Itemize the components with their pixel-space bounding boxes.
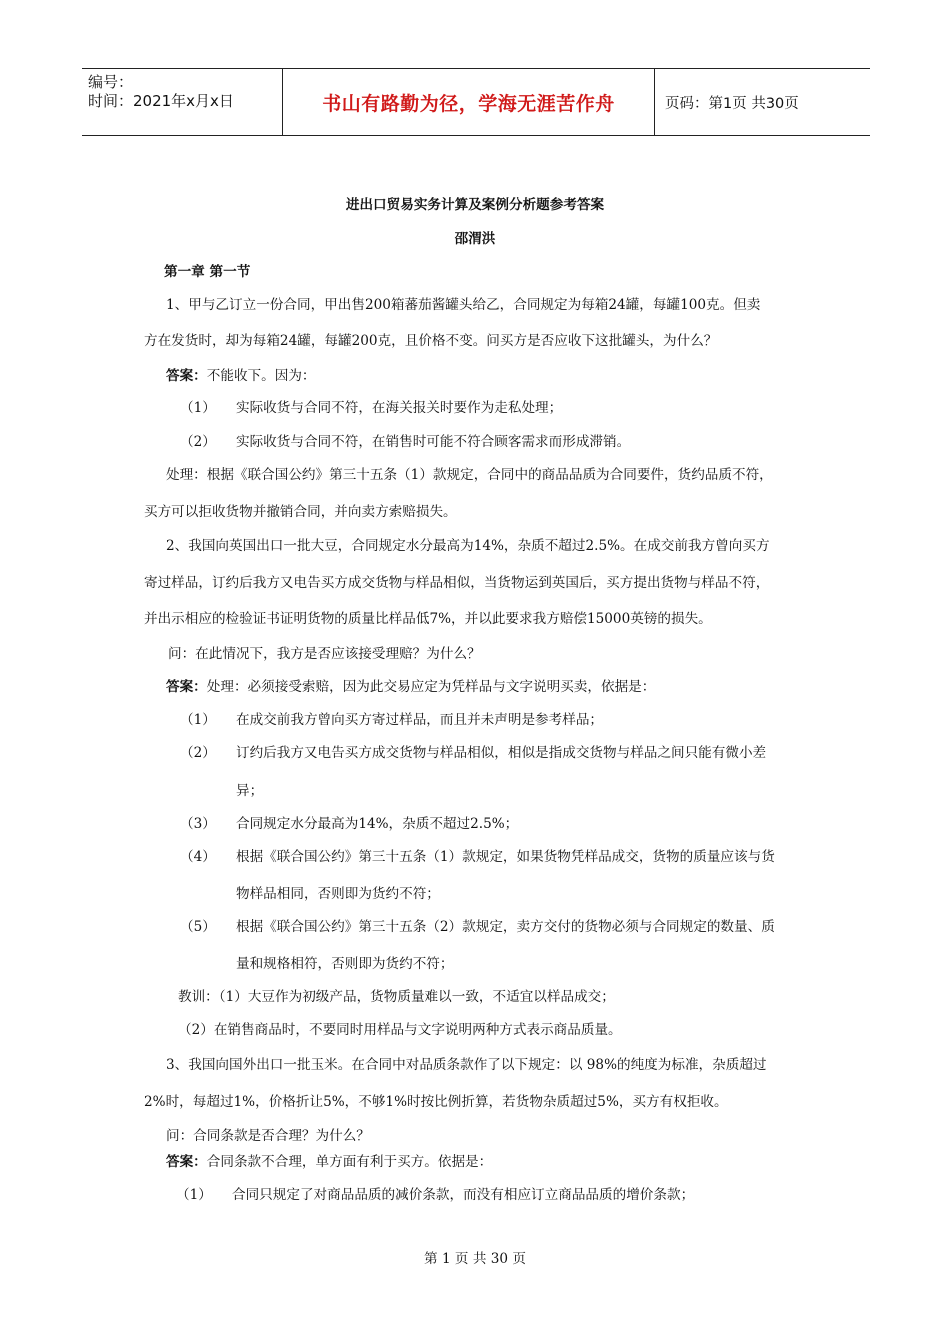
document-title: 进出口贸易实务计算及案例分析题参考答案 xyxy=(345,197,605,213)
document-header xyxy=(82,68,870,136)
page-footer: 第 1 页 共 30 页 xyxy=(424,1251,526,1267)
chapter-heading: 第一章 第一节 xyxy=(164,264,251,280)
answer-text: 合同条款不合理，单方面有利于买方。依据是： xyxy=(206,1154,493,1170)
question-2-item-2-continued: 异； xyxy=(236,783,264,799)
item-text: 根据《联合国公约》第三十五条（2）款规定，卖方交付的货物必须与合同规定的数量、质 xyxy=(236,919,775,935)
question-1-handling-line-1: 处理：根据《联合国公约》第三十五条（1）款规定，合同中的商品品质为合同要件，货约品质不符， xyxy=(166,467,773,483)
header-meta xyxy=(82,69,282,135)
question-2-item-3 xyxy=(180,815,518,833)
question-3-line-1: 3、我国向国外出口一批玉米。在合同中对品质条款作了以下规定：以 98%的纯度为标准，杂质超过 xyxy=(166,1057,767,1073)
answer-label: 答案： xyxy=(166,1154,207,1170)
document-number-label: 编号： xyxy=(88,73,134,91)
question-3-line-2: 2%时，每超过1%，价格折让5%，不够1%时按比例折算，若货物杂质超过5%，买方有权拒收。 xyxy=(144,1094,728,1110)
item-number: （4） xyxy=(180,849,216,865)
question-1-line-2: 方在发货时，却为每箱24罐，每罐200克，且价格不变。问买方是否应收下这批罐头，为什么？ xyxy=(144,333,718,349)
item-text: 根据《联合国公约》第三十五条（1）款规定，如果货物凭样品成交，货物的质量应该与货 xyxy=(236,849,775,865)
item-number: （2） xyxy=(180,745,216,761)
document-time: 时间：2021年x月x日 xyxy=(88,92,234,110)
item-number: （1） xyxy=(180,712,216,728)
item-text: 合同规定水分最高为14%，杂质不超过2.5%； xyxy=(236,816,519,832)
item-text: 合同只规定了对商品品质的减价条款，而没有相应订立商品品质的增价条款； xyxy=(232,1187,695,1203)
question-2-line-1: 2、我国向英国出口一批大豆，合同规定水分最高为14%，杂质不超过2.5%。在成交前我方曾向买方 xyxy=(166,538,770,554)
item-number: （1） xyxy=(180,400,216,416)
answer-label: 答案： xyxy=(166,679,207,695)
header-page-info: 页码：第1页 共30页 xyxy=(665,95,799,112)
question-2-answer xyxy=(166,678,655,696)
question-2-item-4 xyxy=(180,848,775,866)
question-1-item-1 xyxy=(180,399,562,417)
item-text: 实际收货与合同不符，在销售时可能不符合顾客需求而形成滞销。 xyxy=(236,434,631,450)
question-2-item-5-continued: 量和规格相符，否则即为货约不符； xyxy=(236,956,454,972)
header-motto: 书山有路勤为径，学海无涯苦作舟 xyxy=(282,69,655,135)
question-2-item-2 xyxy=(180,744,766,762)
item-text: 订约后我方又电告买方成交货物与样品相似，相似是指成交货物与样品之间只能有微小差 xyxy=(236,745,767,761)
question-2-lesson-1: 教训：（1）大豆作为初级产品，货物质量难以一致，不适宜以样品成交； xyxy=(178,989,615,1005)
item-text: 在成交前我方曾向买方寄过样品，而且并未声明是参考样品； xyxy=(236,712,604,728)
question-1-line-1: 1、甲与乙订立一份合同，甲出售200箱蕃茄酱罐头给乙，合同规定为每箱24罐，每罐100克。但卖 xyxy=(166,297,761,313)
item-number: （5） xyxy=(180,919,216,935)
item-number: （2） xyxy=(180,434,216,450)
question-3-item-1 xyxy=(176,1186,694,1204)
question-1-answer xyxy=(166,367,316,385)
question-2-item-4-continued: 物样品相同，否则即为货约不符； xyxy=(236,886,440,902)
question-2-item-1 xyxy=(180,711,603,729)
answer-text: 处理：必须接受索赔，因为此交易应定为凭样品与文字说明买卖，依据是： xyxy=(206,679,656,695)
question-2-question: 问：在此情况下，我方是否应该接受理赔？为什么？ xyxy=(168,646,481,662)
answer-label: 答案： xyxy=(166,368,207,384)
question-3-answer xyxy=(166,1153,492,1171)
question-3-question: 问：合同条款是否合理？为什么？ xyxy=(166,1128,370,1144)
item-number: （1） xyxy=(176,1187,212,1203)
item-text: 实际收货与合同不符，在海关报关时要作为走私处理； xyxy=(236,400,563,416)
question-1-item-2 xyxy=(180,433,630,451)
document-author: 邵渭洪 xyxy=(454,231,496,247)
question-1-handling-line-2: 买方可以拒收货物并撤销合同，并向卖方索赔损失。 xyxy=(144,504,457,520)
question-2-item-5 xyxy=(180,918,775,936)
question-2-line-2: 寄过样品，订约后我方又电告买方成交货物与样品相似，当货物运到英国后，买方提出货物与样品不符， xyxy=(144,575,770,591)
answer-text: 不能收下。因为： xyxy=(206,368,316,384)
item-number: （3） xyxy=(180,816,216,832)
question-2-line-3: 并出示相应的检验证书证明货物的质量比样品低7%，并以此要求我方赔偿15000英镑的损失。 xyxy=(144,611,712,627)
question-2-lesson-2: （2）在销售商品时，不要同时用样品与文字说明两种方式表示商品质量。 xyxy=(178,1022,622,1038)
